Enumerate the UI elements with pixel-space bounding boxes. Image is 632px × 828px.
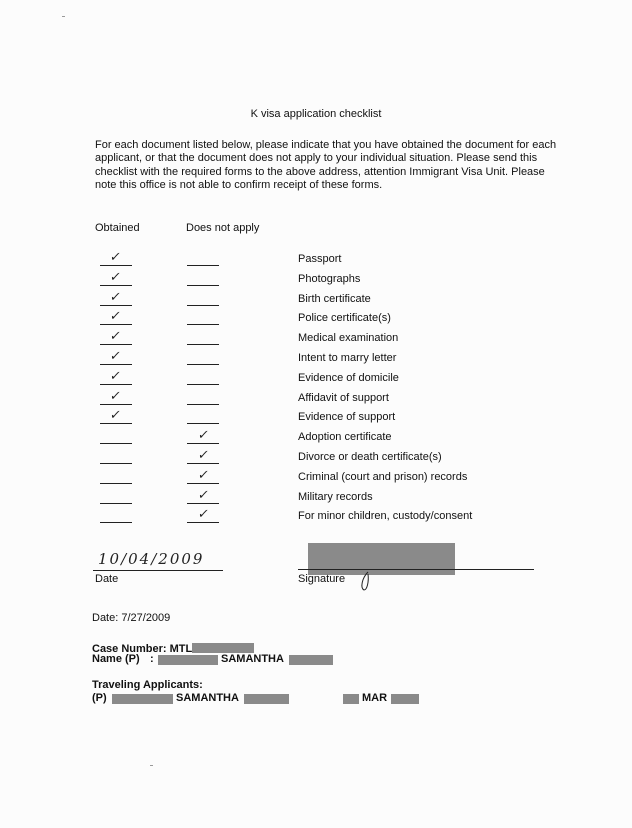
- check-mark: ✓: [108, 408, 123, 423]
- not-apply-blank: [187, 443, 219, 444]
- instructions-paragraph: For each document listed below, please indicate that you have obtained the document for each applicant, or that the document does not apply to your individual situation. Please send this checklist with the required forms to the above address, attention Immigrant Visa Unit. Please note this office is not able to confirm receipt of these forms.: [95, 139, 557, 192]
- obtained-blank: [100, 443, 132, 444]
- obtained-blank: [100, 483, 132, 484]
- obtained-blank: [100, 324, 132, 325]
- not-apply-blank: [187, 305, 219, 306]
- document-label: Medical examination: [298, 332, 399, 344]
- traveling-prefix: (P): [92, 692, 107, 704]
- document-label: Passport: [298, 253, 342, 265]
- document-label: Intent to marry letter: [298, 352, 397, 364]
- signature-label: Signature: [298, 573, 346, 585]
- column-header-does-not-apply: Does not apply: [186, 222, 260, 234]
- date-label: Date: [95, 573, 119, 585]
- check-mark: ✓: [196, 448, 211, 463]
- case-number-label: Case Number: MTL: [92, 643, 193, 655]
- check-mark: ✓: [108, 369, 123, 384]
- document-title: K visa application checklist: [250, 108, 382, 120]
- document-label: Military records: [298, 491, 373, 503]
- obtained-blank: [100, 364, 132, 365]
- obtained-blank: [100, 503, 132, 504]
- check-mark: ✓: [196, 468, 211, 483]
- birth-month: MAR: [362, 692, 388, 704]
- birth-year-redaction: [391, 694, 419, 704]
- signature-flourish: [358, 570, 372, 592]
- not-apply-blank: [187, 463, 219, 464]
- name-label: Name (P): [92, 653, 140, 665]
- not-apply-blank: [187, 483, 219, 484]
- not-apply-blank: [187, 423, 219, 424]
- signature-line: [298, 569, 534, 570]
- check-mark: ✓: [108, 349, 123, 364]
- obtained-blank: [100, 522, 132, 523]
- document-label: Criminal (court and prison) records: [298, 471, 468, 483]
- check-mark: ✓: [108, 290, 123, 305]
- not-apply-blank: [187, 404, 219, 405]
- obtained-blank: [100, 423, 132, 424]
- not-apply-blank: [187, 364, 219, 365]
- document-label: Adoption certificate: [298, 431, 392, 443]
- document-label: Evidence of domicile: [298, 372, 399, 384]
- check-mark: ✓: [108, 270, 123, 285]
- not-apply-blank: [187, 522, 219, 523]
- traveling-applicants-label: Traveling Applicants:: [92, 679, 203, 691]
- check-mark: ✓: [108, 309, 123, 324]
- obtained-blank: [100, 384, 132, 385]
- scan-speck: [62, 16, 65, 17]
- not-apply-blank: [187, 503, 219, 504]
- document-label: Birth certificate: [298, 293, 371, 305]
- check-mark: ✓: [196, 428, 211, 443]
- obtained-blank: [100, 305, 132, 306]
- document-label: Evidence of support: [298, 411, 396, 423]
- traveler-given-name: SAMANTHA: [176, 692, 239, 704]
- document-label: Affidavit of support: [298, 392, 389, 404]
- given-name: SAMANTHA: [221, 653, 284, 665]
- document-label: Photographs: [298, 273, 361, 285]
- surname-redaction: [158, 655, 218, 665]
- check-mark: ✓: [108, 250, 123, 265]
- column-header-obtained: Obtained: [95, 222, 140, 234]
- date-line: [93, 570, 223, 571]
- obtained-blank: [100, 344, 132, 345]
- handwritten-date: 10/04/2009: [98, 550, 205, 568]
- not-apply-blank: [187, 344, 219, 345]
- not-apply-blank: [187, 384, 219, 385]
- check-mark: ✓: [108, 389, 123, 404]
- check-mark: ✓: [196, 507, 211, 522]
- scan-speck: [150, 765, 153, 766]
- traveler-middle-name-redaction: [244, 694, 289, 704]
- traveler-surname-redaction: [112, 694, 173, 704]
- name-colon: :: [150, 653, 154, 665]
- check-mark: ✓: [196, 488, 211, 503]
- obtained-blank: [100, 285, 132, 286]
- check-mark: ✓: [108, 329, 123, 344]
- middle-name-redaction: [289, 655, 333, 665]
- case-number-redaction: [192, 643, 254, 653]
- document-label: Divorce or death certificate(s): [298, 451, 442, 463]
- document-label: Police certificate(s): [298, 312, 391, 324]
- birth-day-redaction: [343, 694, 359, 704]
- document-label: For minor children, custody/consent: [298, 510, 473, 522]
- signature-redaction: [308, 543, 455, 575]
- not-apply-blank: [187, 324, 219, 325]
- not-apply-blank: [187, 265, 219, 266]
- not-apply-blank: [187, 285, 219, 286]
- date-line-text: Date: 7/27/2009: [92, 612, 171, 624]
- obtained-blank: [100, 463, 132, 464]
- obtained-blank: [100, 265, 132, 266]
- obtained-blank: [100, 404, 132, 405]
